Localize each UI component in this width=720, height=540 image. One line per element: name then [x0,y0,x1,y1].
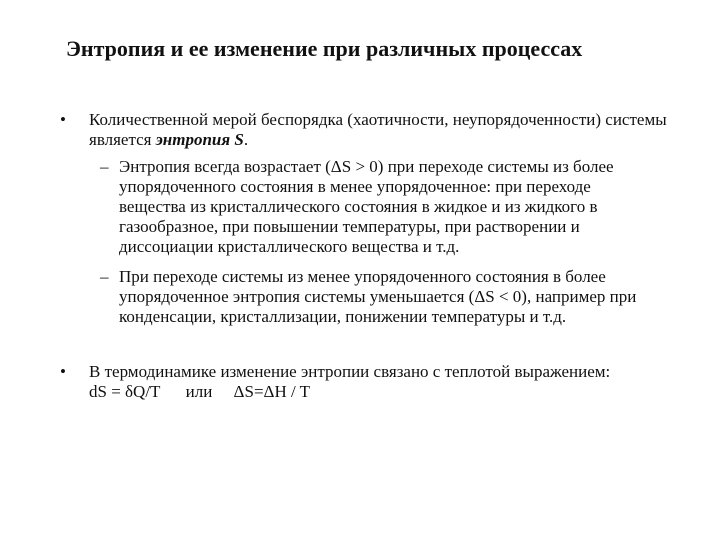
dash-marker: – [100,267,109,286]
subitem-text: Энтропия всегда возрастает (ΔS > 0) при переходе системы из более упорядоченного состояния в менее упорядоченное: при переходе вещества из кристаллического состояния в жидкое и из жидкого в газообразное, при повышении температуры, при растворении и диссоциации кристаллического вещества и т.д. [119,157,614,256]
entropy-term: энтропия S [155,130,244,149]
dash-marker: – [100,157,109,176]
bullet-marker: • [60,110,66,129]
bullet-text-line: В термодинамике изменение энтропии связано с теплотой выражением: [89,362,611,381]
bullet-text-entropy-definition [89,110,679,150]
subitem-text: При переходе системы из менее упорядоченного состояния в более упорядоченное энтропия системы уменьшается (ΔS < 0), например при конденсации, кристаллизации, понижении температуры и т.д. [119,267,637,326]
slide-title: Энтропия и ее изменение при различных процессах [66,36,583,61]
entropy-formula: dS = δQ/T или ΔS=ΔH / T [89,382,311,401]
bullet-text-end: . [243,130,249,149]
bullet-text-part: Количественной мерой беспорядка (хаотичности, неупорядоченности) системы является [89,110,667,149]
bullet-marker: • [60,362,66,381]
bullet-text-thermodynamics [89,362,679,402]
